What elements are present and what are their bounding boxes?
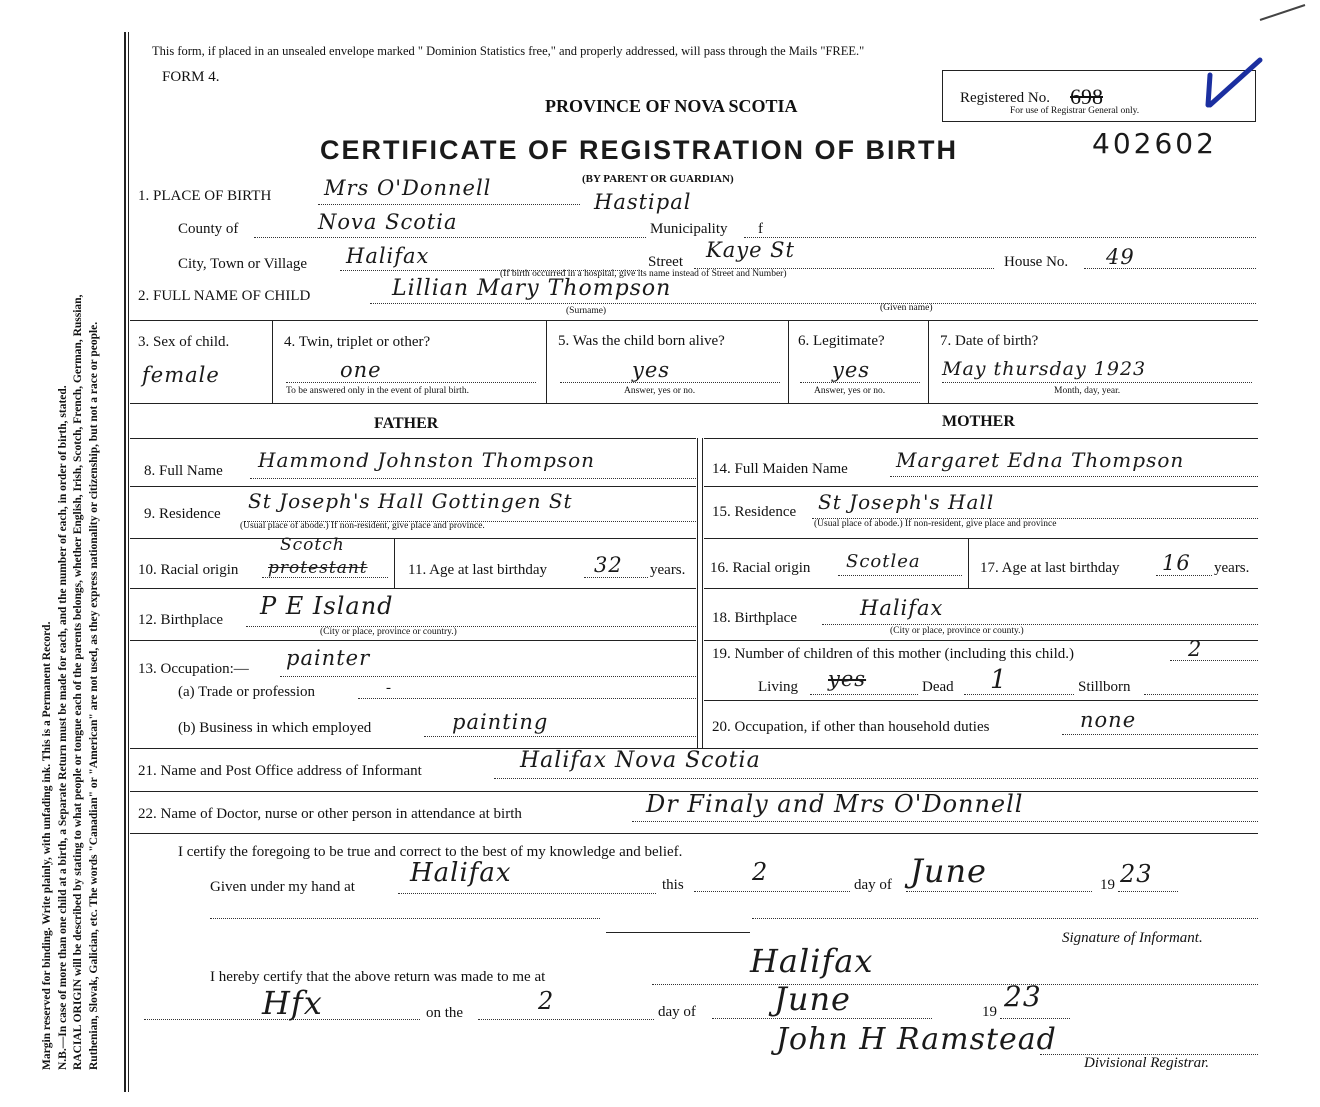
mother-racial-label: 16. Racial origin — [710, 560, 811, 576]
registrar-note: For use of Registrar General only. — [1010, 106, 1140, 116]
father-name-value: Hammond Johnston Thompson — [258, 448, 595, 472]
twin-label: 4. Twin, triplet or other? — [284, 334, 431, 350]
street-label: Street — [648, 254, 683, 270]
father-racial-struck: protestant — [268, 558, 368, 578]
alive-label: 5. Was the child born alive? — [558, 333, 725, 349]
father-birthplace-note: (City or place, province or country.) — [320, 627, 457, 637]
children-label: 19. Number of children of this mother (including this child.) — [712, 646, 1075, 662]
twin-value: one — [340, 358, 382, 382]
mail-notice: This form, if placed in an unsealed envelope marked " Dominion Statistics free," and properly addressed, will pass through the Mails "FREE." — [152, 44, 865, 58]
informant-signature-label: Signature of Informant. — [1062, 930, 1203, 946]
county-value: Nova Scotia — [318, 210, 458, 234]
surname-note: (Surname) — [566, 306, 607, 316]
certify-statement: I certify the foregoing to be true and correct to the best of my knowledge and belief. — [178, 844, 683, 860]
alive-note: Answer, yes or no. — [624, 386, 696, 396]
given-label: Given under my hand at — [210, 879, 355, 895]
father-birthplace-value: P E Island — [260, 592, 394, 620]
certificate-number: 402602 — [1092, 127, 1217, 160]
sex-value: female — [142, 363, 220, 387]
mother-birthplace-label: 18. Birthplace — [712, 610, 797, 626]
registrar-year: 23 — [1004, 980, 1042, 1013]
mother-age-label: 17. Age at last birthday — [980, 560, 1120, 576]
dob-value: May thursday 1923 — [942, 358, 1147, 380]
dob-note: Month, day, year. — [1054, 386, 1121, 396]
registrar-place: Halifax — [750, 942, 874, 980]
mother-name-label: 14. Full Maiden Name — [712, 461, 848, 477]
father-occupation-label: 13. Occupation:— — [138, 661, 249, 677]
trade-label: (a) Trade or profession — [178, 684, 316, 700]
mother-name-value: Margaret Edna Thompson — [896, 448, 1185, 472]
house-value: 49 — [1106, 245, 1135, 269]
year-prefix: 19 — [1100, 877, 1115, 893]
sex-label: 3. Sex of child. — [138, 334, 230, 350]
day-of-label: day of — [854, 877, 892, 893]
mother-birthplace-note: (City or place, province or county.) — [890, 626, 1024, 636]
registrar-day: 2 — [538, 987, 555, 1015]
dob-label: 7. Date of birth? — [940, 333, 1039, 349]
mother-age-unit: years. — [1214, 560, 1250, 576]
margin-note-1: Margin reserved for binding. Write plainly, with unfading ink. This is a Permanent Record. — [41, 621, 53, 1070]
registrar-month: June — [774, 980, 851, 1018]
father-racial-value: Scotch — [280, 535, 345, 555]
father-name-label: 8. Full Name — [144, 463, 223, 479]
certificate-title: CERTIFICATE OF REGISTRATION OF BIRTH — [320, 135, 958, 165]
city-value: Halifax — [346, 244, 430, 268]
this-label: this — [662, 877, 684, 893]
business-value: painting — [452, 710, 549, 734]
business-label: (b) Business in which employed — [178, 720, 372, 736]
mother-residence-value: St Joseph's Hall — [818, 490, 995, 514]
given-place: Halifax — [410, 858, 512, 888]
dead-label: Dead — [922, 679, 954, 695]
form-number: FORM 4. — [162, 69, 220, 85]
registrar-title: Divisional Registrar. — [1084, 1055, 1210, 1071]
twin-note: To be answered only in the event of plural birth. — [286, 386, 469, 396]
informant-value: Halifax Nova Scotia — [520, 748, 761, 773]
informant-label: 21. Name and Post Office address of Informant — [138, 763, 422, 779]
registrar-statement: I hereby certify that the above return was made to me at — [210, 969, 546, 985]
child-name-label: 2. FULL NAME OF CHILD — [138, 288, 311, 304]
house-label: House No. — [1004, 254, 1069, 270]
place-of-birth-value: Mrs O'Donnell — [324, 176, 492, 200]
registered-label: Registered No. — [960, 90, 1050, 106]
registrar-year-prefix: 19 — [982, 1004, 997, 1020]
dead-value: 1 — [990, 665, 1008, 695]
binding-rule-inner — [128, 32, 129, 1092]
county-label: County of — [178, 221, 239, 237]
children-value: 2 — [1188, 637, 1203, 661]
place-of-birth-value-2: Hastipal — [594, 190, 692, 214]
mother-heading: MOTHER — [942, 413, 1015, 430]
father-birthplace-label: 12. Birthplace — [138, 612, 223, 628]
father-residence-note: (Usual place of abode.) If non-resident, give place and province. — [240, 521, 485, 531]
mother-residence-note: (Usual place of abode.) If non-resident, give place and province — [814, 519, 1057, 529]
stillborn-label: Stillborn — [1078, 679, 1131, 695]
father-residence-value: St Joseph's Hall Gottingen St — [248, 489, 573, 513]
living-value: yes — [828, 667, 867, 691]
margin-note-2: N.B.—In case of more than one child at a birth, a Separate Return must be made for each, and the number of each, in order of birth, stated. — [56, 385, 69, 1070]
doctor-value: Dr Finaly and Mrs O'Donnell — [646, 790, 1024, 818]
margin-note-3: RACIAL ORIGIN will be described by stating to what people or tongue each of the parents belongs, whether English, Irish, Scotch, French, German, Russian, — [72, 294, 84, 1070]
mother-occupation-label: 20. Occupation, if other than household duties — [712, 719, 990, 735]
mother-racial-value: Scotlea — [846, 551, 921, 572]
mother-birthplace-value: Halifax — [860, 596, 944, 620]
doctor-label: 22. Name of Doctor, nurse or other person in attendance at birth — [138, 806, 522, 822]
father-heading: FATHER — [374, 415, 439, 432]
mother-occupation-value: none — [1080, 708, 1137, 732]
registered-number: 698 — [1070, 84, 1103, 109]
registrar-place-2: Hfx — [262, 984, 323, 1022]
margin-notes — [40, 30, 102, 1070]
father-age-label: 11. Age at last birthday — [408, 562, 547, 578]
trade-value: - — [386, 680, 391, 696]
place-of-birth-label: 1. PLACE OF BIRTH — [138, 188, 272, 204]
legitimate-note: Answer, yes or no. — [814, 386, 886, 396]
alive-value: yes — [632, 358, 671, 382]
province-heading: PROVINCE OF NOVA SCOTIA — [545, 96, 798, 116]
given-day: 2 — [752, 858, 769, 886]
registrar-day-of: day of — [658, 1004, 696, 1020]
given-year: 23 — [1120, 860, 1153, 888]
father-age-unit: years. — [650, 562, 686, 578]
father-occupation-value: painter — [286, 646, 371, 670]
on-the-label: on the — [426, 1005, 464, 1021]
living-label: Living — [758, 679, 798, 695]
binding-rule — [124, 32, 126, 1092]
child-name-value: Lillian Mary Thompson — [392, 276, 672, 301]
municipality-value: f — [758, 221, 763, 237]
legitimate-value: yes — [832, 358, 871, 382]
mother-residence-label: 15. Residence — [712, 504, 797, 520]
city-label: City, Town or Village — [178, 256, 308, 272]
check-mark-icon — [1190, 0, 1320, 115]
mother-age-value: 16 — [1162, 551, 1191, 575]
municipality-label: Municipality — [650, 221, 728, 237]
legitimate-label: 6. Legitimate? — [798, 333, 885, 349]
registrar-signature: John H Ramstead — [776, 1022, 1057, 1057]
street-note: (If birth occurred in a hospital, give its name instead of Street and Number) — [500, 269, 787, 279]
given-name-note: (Given name) — [880, 303, 933, 313]
margin-note-4: Ruthenian, Slovak, Galician, etc. The words "Canadian" or "American" are not used, as they express nationality or citizenship, but not a race or people. — [87, 321, 100, 1070]
father-racial-label: 10. Racial origin — [138, 562, 239, 578]
given-month: June — [910, 852, 987, 890]
certificate-subtitle: (BY PARENT OR GUARDIAN) — [582, 173, 734, 185]
father-residence-label: 9. Residence — [144, 506, 221, 522]
street-value: Kaye St — [706, 238, 796, 262]
father-age-value: 32 — [594, 553, 623, 577]
